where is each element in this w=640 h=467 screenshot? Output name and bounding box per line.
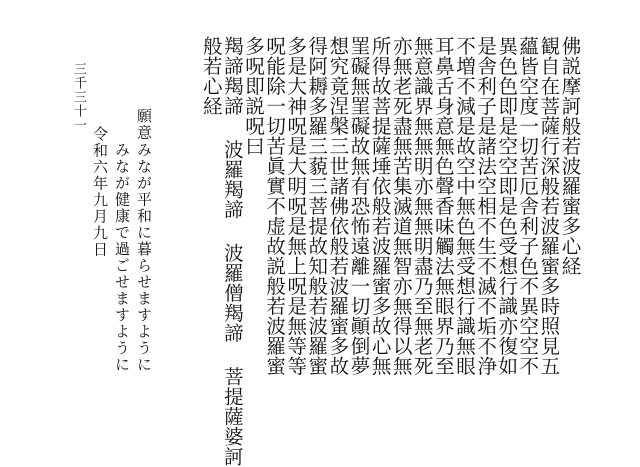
sutra-column: 異色色即是空空即是色受想行識亦復如 — [495, 36, 519, 376]
sutra-column: 観自在菩薩行深般若波羅蜜多時照見五 — [537, 36, 561, 376]
wish-label: 願意 — [135, 108, 153, 141]
sutra-column: 得阿耨多羅三藐三菩提故知般若波羅蜜 — [305, 36, 329, 376]
sutra-column: 多呪即説呪曰 — [242, 36, 265, 156]
wish-line-1: みなが平和に暮らせますように — [135, 142, 153, 373]
sutra-column: 想究竟涅槃三世諸佛依般若波羅蜜多故 — [326, 36, 350, 376]
sutra-column: 羯諦羯諦 波羅羯諦 波羅僧羯諦 菩提薩婆訶 — [220, 36, 244, 467]
sutra-column: 是舎利子是諸法空相不生不滅不垢不浄 — [474, 36, 498, 376]
sutra-column: 無意識界無無明亦無無明盡乃至無老死 — [410, 36, 434, 376]
sutra-column: 所得故菩提薩埵依般若波羅蜜多故心無 — [368, 36, 392, 376]
wish-date: 令和六年九月九日 — [91, 126, 109, 258]
sutra-column: 耳鼻舌身意無色聲香味觸法無眼界乃至 — [431, 36, 455, 376]
copy-number: 三千三十一 — [71, 62, 86, 132]
sutra-column: 蘊皆空度一切苦厄舎利子色不異空空不 — [516, 36, 540, 376]
sutra-column: 不増不減是故空中無色無受想行識無眼 — [453, 36, 476, 376]
sutra-column: 佛説摩訶般若波羅蜜多心経 — [558, 36, 582, 276]
sutra-column: 多是大神呪是大明呪是無上呪是無等等 — [284, 36, 308, 376]
sutra-column: 般若心経 — [199, 36, 223, 116]
sutra-column: 亦無老死盡無苦集滅道無智亦無得以無 — [389, 36, 413, 376]
sutra-column: 呪能除一切苦眞實不虚故説般若波羅蜜 — [263, 36, 287, 376]
wish-line-2: みなが健康で過ごせますように — [113, 142, 131, 373]
sutra-column: 罣礙無罣礙故無有恐怖遠離一切顚倒夢 — [347, 36, 371, 376]
